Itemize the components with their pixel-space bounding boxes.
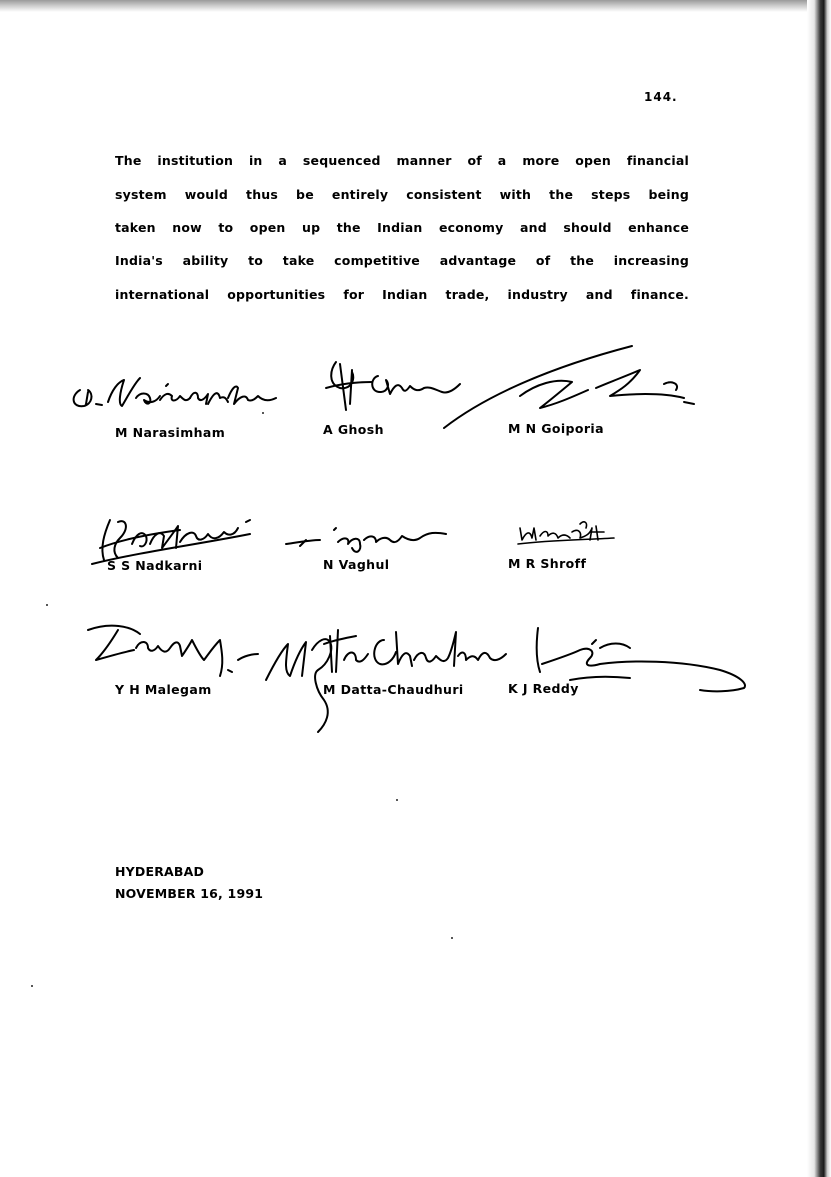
signatory-name: M R Shroff (508, 556, 587, 571)
signatory-name: S S Nadkarni (107, 558, 203, 573)
paragraph-line: system would thus be entirely consistent with the steps being (115, 187, 689, 202)
paragraph-line: taken now to open up the Indian economy and should enhance (115, 220, 689, 235)
signature-ghosh (326, 362, 460, 410)
signature-vaghul (286, 528, 446, 552)
place: HYDERABAD (115, 864, 205, 879)
scan-speck (451, 937, 453, 939)
signature-shroff (518, 522, 614, 544)
signatory-name: A Ghosh (323, 422, 384, 437)
paragraph-line: India's ability to take competitive advantage of the increasing (115, 253, 689, 268)
signature-narasimham (74, 378, 276, 406)
signatory-name: Y H Malegam (115, 682, 212, 697)
paragraph-line: international opportunities for Indian trade, industry and finance. (115, 287, 689, 302)
signatory-name: M Narasimham (115, 425, 226, 440)
scan-speck (31, 985, 33, 987)
paragraph-line: The institution in a sequenced manner of a more open financial (115, 153, 689, 168)
signatory-name: M N Goiporia (508, 421, 604, 436)
signature-datta-chaudhuri (266, 630, 506, 732)
scan-speck (396, 799, 398, 801)
scan-speck (46, 604, 48, 606)
signatory-name: N Vaghul (323, 557, 390, 572)
signatory-name: M Datta-Chaudhuri (323, 682, 464, 697)
signature-goiporia (444, 346, 694, 428)
date: NOVEMBER 16, 1991 (115, 886, 264, 901)
signature-malegam (88, 626, 258, 676)
signatory-name: K J Reddy (508, 681, 579, 696)
scan-speck (262, 412, 264, 414)
page-number: 144. (644, 90, 678, 104)
